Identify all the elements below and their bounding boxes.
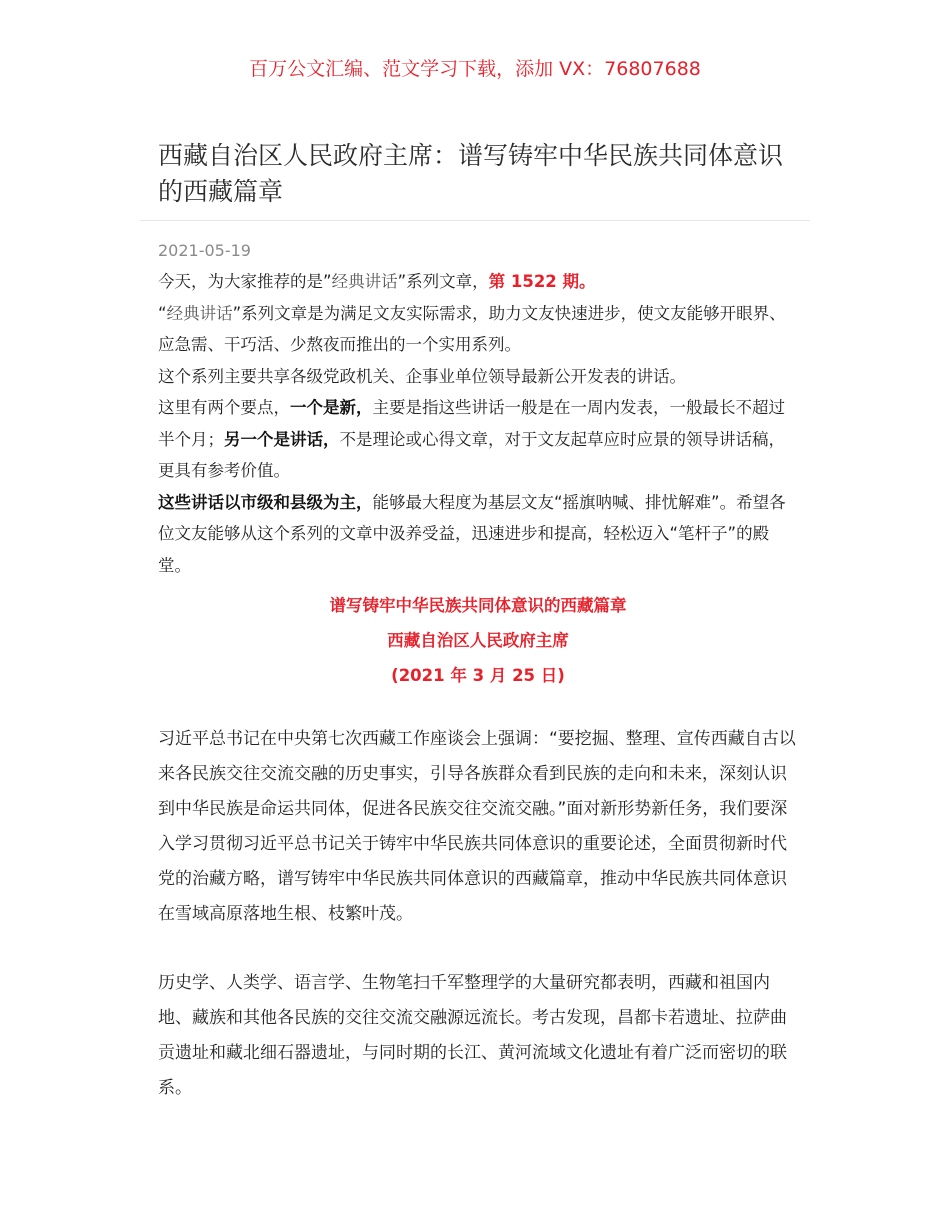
- intro-line-2-quote: “: [158, 303, 167, 323]
- article-title: 西藏自治区人民政府主席：谱写铸牢中华民族共同体意识的西藏篇章: [158, 141, 784, 206]
- intro-line-3: 这个系列主要共享各级党政机关、企事业单位领导最新公开发表的讲话。: [158, 366, 686, 386]
- body-paragraph-2: 历史学、人类学、语言学、生物笔扫千军整理学的大量研究都表明，西藏和祖国内地、藏族和其他各民族的交往交流交融源远流长。考古发现，昌都卡若遗址、拉萨曲贡遗址和藏北细石器遗址，与同时期的长江、黄河流域文化遗址有着广泛而密切的联系。: [158, 973, 787, 1098]
- intro-line-5-text: 能够最大程度为基层文友“摇旗呐喊、排忧解难”。希望各位文友能够从这个系列的文章中汲养受益，迅速进步和提高，轻松迈入“笔杆子”的殿堂。: [158, 492, 786, 575]
- intro-line-4-a: 这里有两个要点，: [158, 398, 290, 417]
- series-term: 经典讲话: [166, 303, 233, 323]
- intro-line-4-e: 不是理论或心得文章，对于文友起草应时应景的领导讲话稿，更具有参考价值。: [158, 429, 785, 480]
- intro-section: [158, 266, 798, 581]
- speech-speaker: 西藏自治区人民政府主席: [387, 631, 569, 650]
- issue-number: 第 1522 期。: [488, 272, 596, 291]
- series-term: 经典讲话: [331, 272, 398, 291]
- intro-line-5: [158, 487, 798, 582]
- promo-banner: 百万公文汇编、范文学习下载，添加 VX：76807688: [249, 58, 701, 80]
- speech-title: 谱写铸牢中华民族共同体意识的西藏篇章: [329, 596, 627, 615]
- speech-header: [158, 588, 798, 693]
- speech-date: (2021 年 3 月 25 日): [391, 666, 565, 685]
- point-level: 这些讲话以市级和县级为主，: [158, 492, 373, 512]
- body-paragraph-1: 习近平总书记在中央第七次西藏工作座谈会上强调：“要挖掘、整理、宣传西藏自古以来各民族交往交流交融的历史事实，引导各族群众看到民族的走向和未来，深刻认识到中华民族是命运共同体，促进各民族交往交流交融。”面对新形势新任务，我们要深入学习贯彻习近平总书记关于铸牢中华民族共同体意识的重要论述，全面贯彻新时代党的治藏方略，谱写铸牢中华民族共同体意识的西藏篇章，推动中华民族共同体意识在雪域高原落地生根、枝繁叶茂。: [158, 729, 796, 924]
- intro-line-1-prefix: 今天，为大家推荐的是”: [158, 272, 332, 291]
- publish-date: 2021-05-19: [158, 241, 251, 260]
- title-divider: [140, 220, 810, 221]
- intro-line-4: [158, 392, 798, 487]
- intro-line-2: [158, 298, 798, 361]
- point-speech: 另一个是讲话，: [224, 429, 340, 449]
- intro-line-4-c: 主要是指这些讲话一般是在一周内发表，一般最长不超过半个月；: [158, 398, 785, 449]
- point-new: 一个是新，: [290, 398, 373, 417]
- intro-line-1: [158, 266, 798, 298]
- intro-line-1-suffix: ”系列文章，: [397, 272, 489, 291]
- intro-line-2-text: ”系列文章是为满足文友实际需求，助力文友快速进步，使文友能够开眼界、应急需、干巧活、少熬夜而推出的一个实用系列。: [158, 303, 786, 354]
